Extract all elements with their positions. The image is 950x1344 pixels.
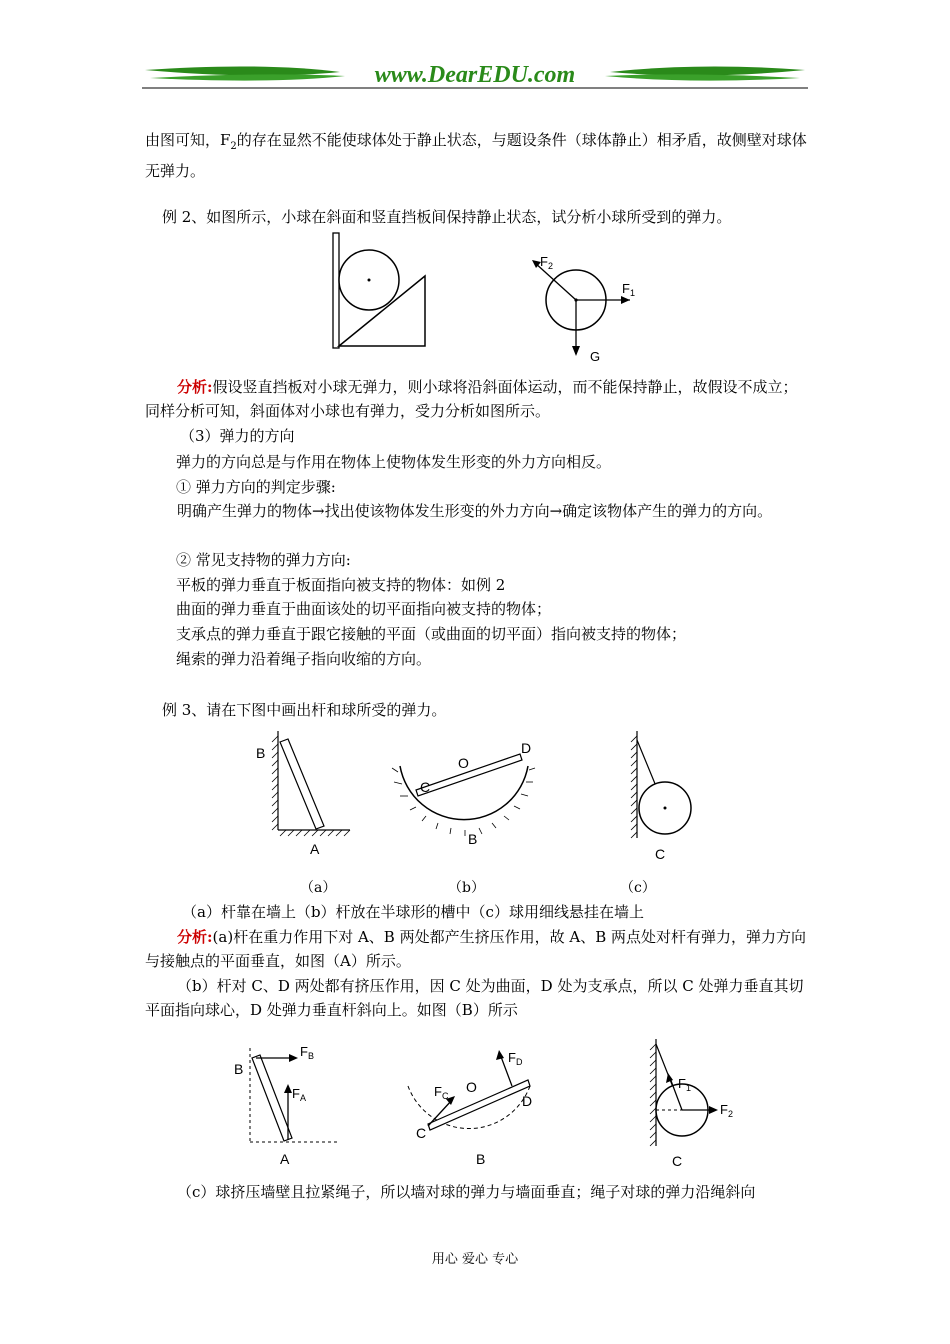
- figure-a-rod-on-wall: [250, 728, 360, 863]
- example2-force-diagram: [520, 248, 645, 368]
- caption-c: （c）: [620, 880, 656, 896]
- label-D: D: [521, 740, 532, 756]
- label-B: B: [234, 1061, 244, 1077]
- label-B: B: [468, 831, 478, 847]
- label-FB: $F_B$: [300, 1044, 314, 1061]
- footer-text: 用心 爱心 专心: [431, 1252, 519, 1267]
- label-C: C: [420, 779, 431, 795]
- label-C: C: [416, 1125, 427, 1141]
- analysis-label: 分析:: [177, 378, 213, 396]
- section3-line1: 弹力的方向总是与作用在物体上使物体发生形变的外力方向相反。: [176, 453, 612, 471]
- label-O: O: [458, 755, 469, 771]
- label-C: C: [655, 846, 666, 862]
- section3-line6: 曲面的弹力垂直于曲面该处的切平面指向被支持的物体；: [176, 600, 552, 618]
- site-logo[interactable]: www.DearEDU.com: [374, 62, 576, 88]
- section3-line7: 支承点的弹力垂直于跟它接触的平面（或曲面的切平面）指向被支持的物体；: [176, 625, 687, 643]
- label-B: B: [476, 1151, 486, 1167]
- analysis2-paragraph-a: 分析:(a)杆在重力作用下对 A、B 两处都产生挤压作用，故 A、B 两点处对杆有弹力，弹力方向与接触点的平面垂直，如图（A）所示。: [145, 928, 806, 970]
- label-F2: $F_2$: [540, 254, 553, 271]
- label-A: A: [310, 841, 320, 857]
- example2-diagram: [325, 230, 435, 350]
- section3-title: （3）弹力的方向: [180, 427, 295, 445]
- label-G: G: [590, 349, 601, 364]
- example3-title: 例 3、请在下图中画出杆和球所受的弹力。: [162, 701, 447, 719]
- section3-line8: 绳索的弹力沿着绳子指向收缩的方向。: [176, 650, 432, 668]
- section3-line3: 明确产生弹力的物体→找出使该物体发生形变的外力方向→确定该物体产生的弹力的方向。: [177, 502, 773, 520]
- example2-title: 例 2、如图所示，小球在斜面和竖直挡板间保持静止状态，试分析小球所受到的弹力。: [162, 208, 732, 226]
- label-F2: $F_2$: [720, 1102, 733, 1119]
- figure-B-rod-bowl-forces: [400, 1040, 550, 1170]
- label-C: C: [672, 1153, 683, 1169]
- section3-line4: ② 常见支持物的弹力方向:: [176, 551, 351, 569]
- label-B: B: [256, 745, 266, 761]
- label-FA: $F_A$: [292, 1086, 306, 1103]
- label-D: D: [522, 1093, 533, 1109]
- figure-c-ball-hanging: [625, 728, 705, 863]
- section3-line5: 平板的弹力垂直于板面指向被支持的物体：如例 2: [176, 576, 506, 594]
- label-O: O: [466, 1079, 477, 1095]
- example3-caption: （a）杆靠在墙上（b）杆放在半球形的槽中（c）球用细线悬挂在墙上: [182, 903, 644, 921]
- label-F1: $F_1$: [622, 281, 635, 298]
- intro-paragraph: 由图可知，$F_2$的存在显然不能使球体处于静止状态，与题设条件（球体静止）相矛盾，故侧壁对球体无弹力。: [145, 131, 807, 180]
- label-F1: $F_1$: [678, 1076, 691, 1093]
- label-A: A: [280, 1151, 290, 1167]
- caption-b: （b）: [448, 880, 485, 896]
- analysis1-paragraph: 分析:假设竖直挡板对小球无弹力，则小球将沿斜面体运动，而不能保持静止，故假设不成立；同样分析可知，斜面体对小球也有弹力，受力分析如图所示。: [145, 378, 798, 420]
- label-FD: $F_D$: [508, 1050, 523, 1067]
- figure-C-ball-forces: [640, 1036, 750, 1171]
- analysis-label: 分析:: [177, 928, 213, 946]
- figure-b-rod-in-bowl: [388, 732, 543, 852]
- figure-A-rod-forces: [228, 1038, 343, 1168]
- analysis2-paragraph-c: （c）球挤压墙壁且拉紧绳子，所以墙对球的弹力与墙面垂直；绳子对球的弹力沿绳斜向: [177, 1183, 756, 1201]
- caption-a: （a）: [300, 880, 337, 896]
- label-FC: $F_C$: [434, 1084, 449, 1101]
- section3-line2: ① 弹力方向的判定步骤:: [176, 478, 336, 496]
- analysis2-paragraph-b: （b）杆对 C、D 两处都有挤压作用，因 C 处为曲面，D 处为支承点，所以 C 处弹力垂直其切平面指向球心，D 处弹力垂直杆斜向上。如图（B）所示: [145, 977, 804, 1019]
